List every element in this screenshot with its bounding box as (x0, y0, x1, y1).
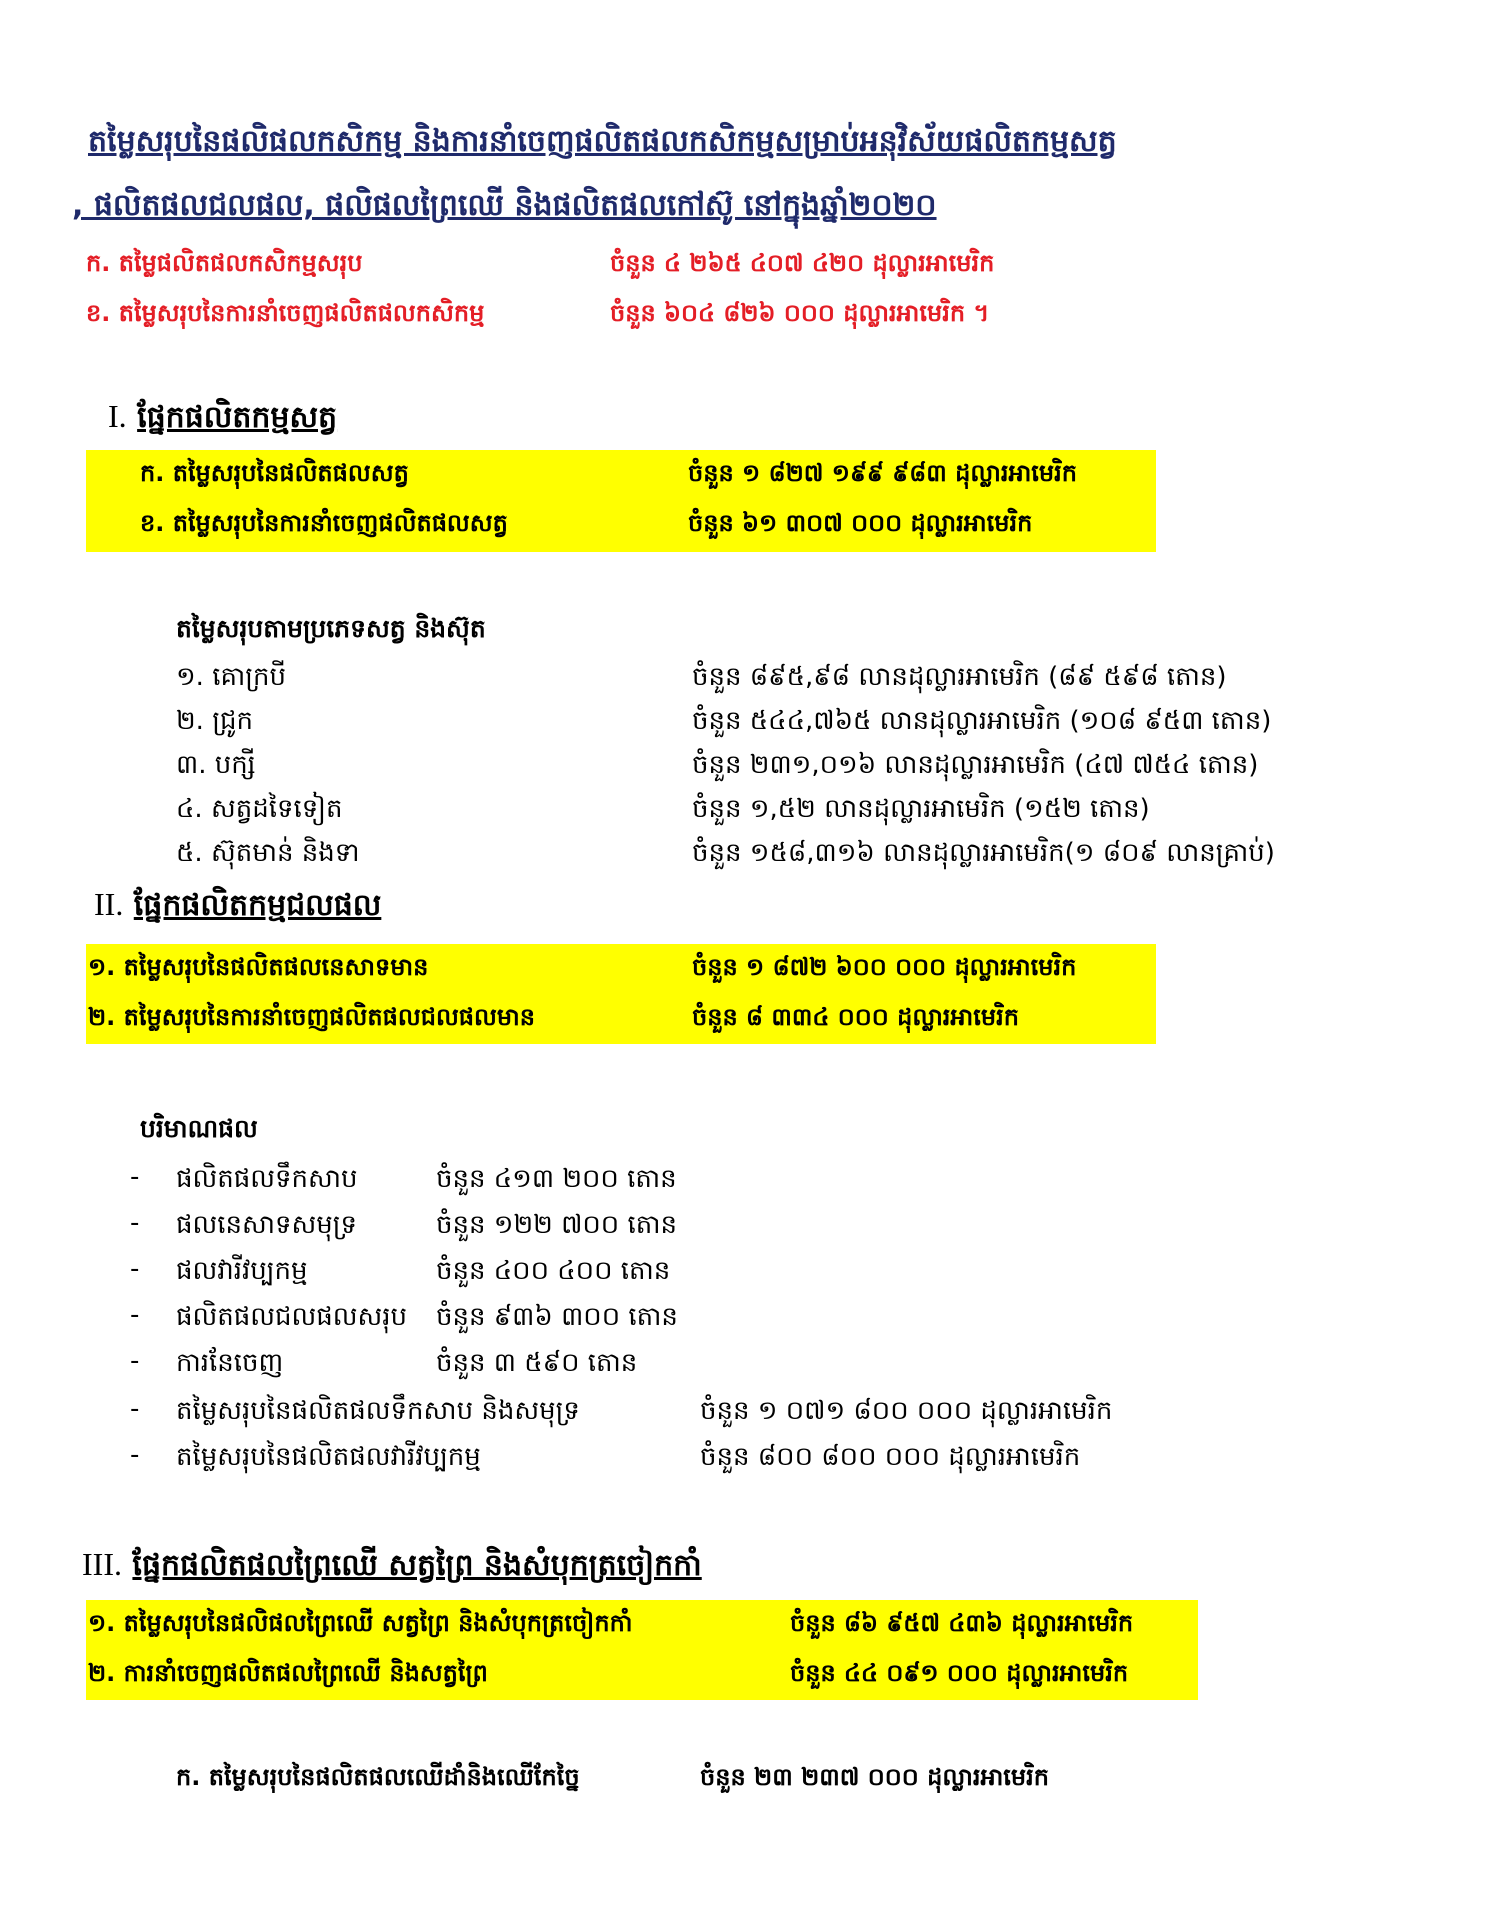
livestock-item-4-value: ចំនួន ១,៥២ លានដុល្លារអាមេរិក (១៥២ តោន) (692, 794, 1150, 824)
fishery-value-1-bullet: - (130, 1394, 140, 1424)
fishery-volume-2-value: ចំនួន ១២២ ៧០០ តោន (436, 1210, 677, 1240)
section-3-title: ផ្នែកផលិតផលព្រៃឈើ សត្វព្រៃ និងសំបុកត្រចៀកកាំ (132, 1548, 702, 1583)
fishery-volume-3-label: ផលវារីវប្បកម្ម (176, 1256, 308, 1286)
timber-value-amount: ចំនួន ២៣ ២៣៧ ០០០ ដុល្លារអាមេរិក (700, 1763, 1050, 1791)
fishery-volume-heading: បរិមាណផល (140, 1114, 258, 1143)
livestock-item-2-label: ២. ជ្រូក (176, 706, 253, 736)
fishery-volume-5-bullet: - (130, 1346, 140, 1376)
livestock-item-5-value: ចំនួន ១៥៨,៣១៦ លានដុល្លារអាមេរិក(១ ៨០៩ លានគ្រាប់) (692, 838, 1275, 868)
section-2-row-2-value: ចំនួន ៨ ៣៣៤ ០០០ ដុល្លារអាមេរិក (692, 1003, 1019, 1031)
section-2-number: II. (94, 886, 124, 922)
section-3-heading (82, 1546, 702, 1590)
fishery-volume-3-value: ចំនួន ៤០០ ៤០០ តោន (436, 1256, 671, 1286)
livestock-item-3-label: ៣. បក្សី (176, 750, 256, 780)
fishery-volume-1-bullet: - (130, 1162, 140, 1192)
section-1-row-2-value: ចំនួន ៦១ ៣០៧ ០០០ ដុល្លារអាមេរិក (688, 509, 1033, 537)
fishery-volume-3-bullet: - (130, 1254, 140, 1284)
section-1-row-1-value: ចំនួន ១ ៨២៧ ១៩៩ ៩៨៣ ដុល្លារអាមេរិក (688, 459, 1078, 487)
section-2-row-1-label: ១. តម្លៃសរុបនៃផលិតផលនេសាទមាន (88, 953, 429, 981)
livestock-item-4-label: ៤. សត្វដទៃទៀត (176, 794, 343, 824)
fishery-volume-4-label: ផលិតផលជលផលសរុប (176, 1302, 408, 1332)
summary-label-total-export: ខ. តម្លៃសរុបនៃការនាំចេញផលិតផលកសិកម្ម (86, 299, 485, 327)
fishery-value-1-value: ចំនួន ១ ០៧១ ៨០០ ០០០ ដុល្លារអាមេរិក (700, 1396, 1113, 1426)
section-2-heading (94, 886, 381, 930)
livestock-item-3-value: ចំនួន ២៣១,០១៦ លានដុល្លារអាមេរិក (៤៧ ៧៥៤ តោន) (692, 750, 1259, 780)
fishery-volume-1-label: ផលិតផលទឹកសាប (176, 1164, 358, 1194)
section-3-row-1-value: ចំនួន ៨៦ ៩៥៧ ៤៣៦ ដុល្លារអាមេរិក (790, 1609, 1134, 1637)
fishery-volume-4-bullet: - (130, 1300, 140, 1330)
fishery-value-2-bullet: - (130, 1440, 140, 1470)
section-1-row-2-label: ខ. តម្លៃសរុបនៃការនាំចេញផលិតផលសត្វ (140, 509, 508, 537)
section-2-row-1-value: ចំនួន ១ ៨៧២ ៦០០ ០០០ ដុល្លារអាមេរិក (692, 953, 1077, 981)
section-3-row-2-value: ចំនួន ៤៤ ០៩១ ០០០ ដុល្លារអាមេរិក (790, 1659, 1129, 1687)
livestock-item-1-label: ១. គោក្របី (176, 662, 286, 692)
summary-value-total-export: ចំនួន ៦០៤ ៨២៦ ០០០ ដុល្លារអាមេរិក ។ (610, 299, 990, 327)
fishery-volume-4-value: ចំនួន ៩៣៦ ៣០០ តោន (436, 1302, 678, 1332)
fishery-volume-5-value: ចំនួន ៣ ៥៩០ តោន (436, 1348, 638, 1378)
section-1-title: ផ្នែកផលិតកម្មសត្វ (137, 400, 338, 435)
section-1-heading (108, 398, 337, 442)
fishery-value-2-value: ចំនួន ៨០០ ៨០០ ០០០ ដុល្លារអាមេរិក (700, 1442, 1081, 1472)
section-3-row-1-label: ១. តម្លៃសរុបនៃផលិផលព្រៃឈើ សត្វព្រៃ និងសំបុកត្រចៀកកាំ (88, 1609, 633, 1637)
section-3-number: III. (82, 1546, 122, 1582)
document-title-line-1: តម្លៃសរុបនៃផលិផលកសិកម្ម និងការនាំចេញផលិតផលកសិកម្មសម្រាប់អនុវិស័យផលិតកម្មសត្វ (88, 124, 1117, 159)
section-2-title: ផ្នែកផលិតកម្មជលផល (133, 888, 382, 923)
livestock-item-5-label: ៥. ស៊ុតមាន់ និងទា (176, 838, 360, 868)
section-2-row-2-label: ២. តម្លៃសរុបនៃការនាំចេញផលិតផលជលផលមាន (88, 1003, 535, 1031)
summary-label-total-value: ក. តម្លៃផលិតផលកសិកម្មសរុប (86, 249, 363, 277)
summary-value-total-value: ចំនួន ៤ ២៦៥ ៤០៧ ៤២០ ដុល្លារអាមេរិក (610, 249, 995, 277)
fishery-volume-2-bullet: - (130, 1208, 140, 1238)
livestock-item-1-value: ចំនួន ៨៩៥,៩៨ លានដុល្លារអាមេរិក (៨៩ ៥៩៨ តោន) (692, 662, 1227, 692)
section-3-row-2-label: ២. ការនាំចេញផលិតផលព្រៃឈើ និងសត្វព្រៃ (88, 1659, 488, 1687)
fishery-volume-2-label: ផលនេសាទសមុទ្រ (176, 1210, 358, 1240)
document-title-line-2: , ផលិតផលជលផល, ផលិផលព្រៃឈើ និងផលិតផលកៅស៊ូ នៅក្នុងឆ្នាំ២០២០ (72, 188, 937, 223)
section-1-number: I. (108, 398, 127, 434)
fishery-value-1-label: តម្លៃសរុបនៃផលិតផលទឹកសាប និងសមុទ្រ (176, 1396, 580, 1426)
fishery-value-2-label: តម្លៃសរុបនៃផលិតផលវារីវប្បកម្ម (176, 1442, 481, 1472)
section-1-row-1-label: ក. តម្លៃសរុបនៃផលិតផលសត្វ (140, 459, 409, 487)
livestock-breakdown-heading: តម្លៃសរុបតាមប្រភេទសត្វ និងស៊ុត (176, 614, 486, 643)
fishery-volume-1-value: ចំនួន ៤១៣ ២០០ តោន (436, 1164, 677, 1194)
fishery-volume-5-label: ការនែចេញ (176, 1348, 284, 1378)
timber-value-label: ក. តម្លៃសរុបនៃផលិតផលឈើដាំនិងឈើកែច្នៃ (176, 1763, 580, 1791)
livestock-item-2-value: ចំនួន ៥៤៤,៧៦៥ លានដុល្លារអាមេរិក (១០៨ ៩៥៣ តោន) (692, 706, 1272, 736)
